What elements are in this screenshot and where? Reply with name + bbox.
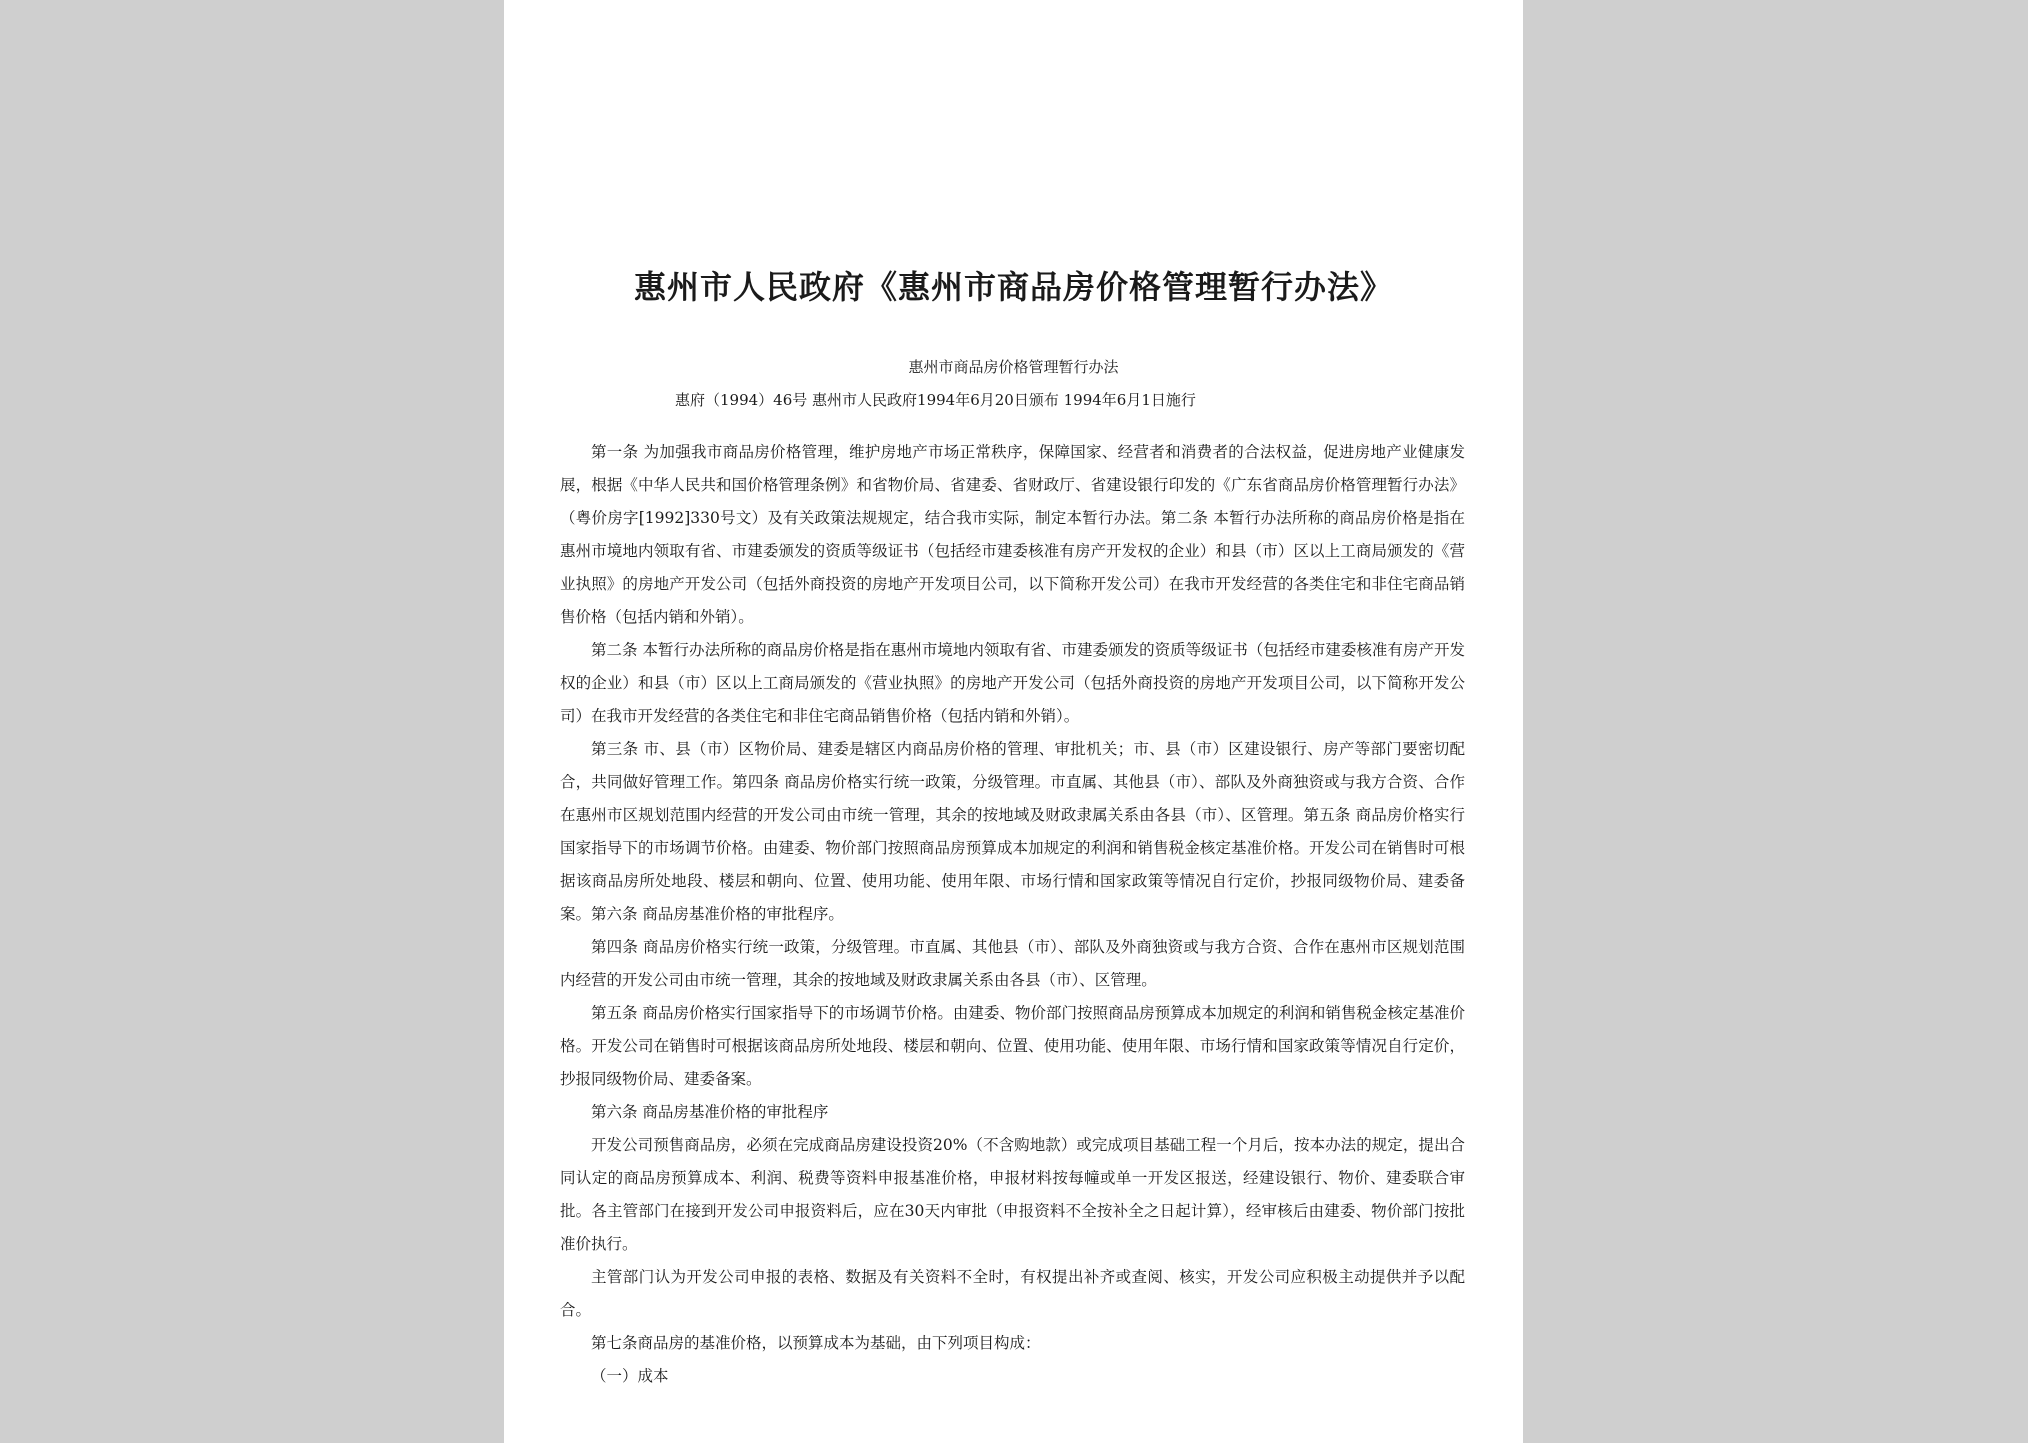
paragraph: 第二条 本暂行办法所称的商品房价格是指在惠州市境地内领取有省、市建委颁发的资质等级证书（包括经市建委核准有房产开发权的企业）和县（市）区以上工商局颁发的《营业执照》的房地产开发公司（包括外商投资的房地产开发项目公司，以下简称开发公司）在我市开发经营的各类住宅和非住宅商品销售价格（包括内销和外销）。: [560, 641, 1465, 725]
paragraph: （一）成本: [591, 1367, 669, 1385]
document-page: [504, 0, 1523, 1443]
paragraph: 第五条 商品房价格实行国家指导下的市场调节价格。由建委、物价部门按照商品房预算成本加规定的利润和销售税金核定基准价格。开发公司在销售时可根据该商品房所处地段、楼层和朝向、位置、使用功能、使用年限、市场行情和国家政策等情况自行定价，抄报同级物价局、建委备案。: [560, 1004, 1465, 1088]
document-body: [560, 436, 1465, 1393]
document-title: 惠州市人民政府《惠州市商品房价格管理暂行办法》: [633, 268, 1393, 306]
paragraph: 开发公司预售商品房，必须在完成商品房建设投资20%（不含购地款）或完成项目基础工程一个月后，按本办法的规定，提出合同认定的商品房预算成本、利润、税费等资料申报基准价格，申报材料按每幢或单一开发区报送，经建设银行、物价、建委联合审批。各主管部门在接到开发公司申报资料后，应在30天内审批（申报资料不全按补全之日起计算），经审核后由建委、物价部门按批准价执行。: [560, 1136, 1465, 1253]
document-subtitle: 惠州市商品房价格管理暂行办法: [908, 358, 1119, 376]
paragraph: 第一条 为加强我市商品房价格管理，维护房地产市场正常秩序，保障国家、经营者和消费者的合法权益，促进房地产业健康发展，根据《中华人民共和国价格管理条例》和省物价局、省建委、省财政厅、省建设银行印发的《广东省商品房价格管理暂行办法》（粤价房字[1992]330号文）及有关政策法规规定，结合我市实际，制定本暂行办法。第二条 本暂行办法所称的商品房价格是指在惠州市境地内领取有省、市建委颁发的资质等级证书（包括经市建委核准有房产开发权的企业）和县（市）区以上工商局颁发的《营业执照》的房地产开发公司（包括外商投资的房地产开发项目公司，以下简称开发公司）在我市开发经营的各类住宅和非住宅商品销售价格（包括内销和外销）。: [560, 443, 1465, 626]
paragraph: 第四条 商品房价格实行统一政策，分级管理。市直属、其他县（市）、部队及外商独资或与我方合资、合作在惠州市区规划范围内经营的开发公司由市统一管理，其余的按地域及财政隶属关系由各县（市）、区管理。: [560, 938, 1465, 989]
paragraph: 主管部门认为开发公司申报的表格、数据及有关资料不全时，有权提出补齐或查阅、核实，开发公司应积极主动提供并予以配合。: [560, 1268, 1465, 1319]
paragraph: 第六条 商品房基准价格的审批程序: [591, 1103, 829, 1121]
paragraph: 第三条 市、县（市）区物价局、建委是辖区内商品房价格的管理、审批机关；市、县（市）区建设银行、房产等部门要密切配合，共同做好管理工作。第四条 商品房价格实行统一政策，分级管理。市直属、其他县（市）、部队及外商独资或与我方合资、合作在惠州市区规划范围内经营的开发公司由市统一管理，其余的按地域及财政隶属关系由各县（市）、区管理。第五条 商品房价格实行国家指导下的市场调节价格。由建委、物价部门按照商品房预算成本加规定的利润和销售税金核定基准价格。开发公司在销售时可根据该商品房所处地段、楼层和朝向、位置、使用功能、使用年限、市场行情和国家政策等情况自行定价，抄报同级物价局、建委备案。第六条 商品房基准价格的审批程序。: [560, 740, 1465, 923]
issuance-line: 惠府（1994）46号 惠州市人民政府1994年6月20日颁布 1994年6月1日施行: [675, 391, 1196, 409]
paragraph: 第七条商品房的基准价格，以预算成本为基础，由下列项目构成：: [591, 1334, 1041, 1352]
